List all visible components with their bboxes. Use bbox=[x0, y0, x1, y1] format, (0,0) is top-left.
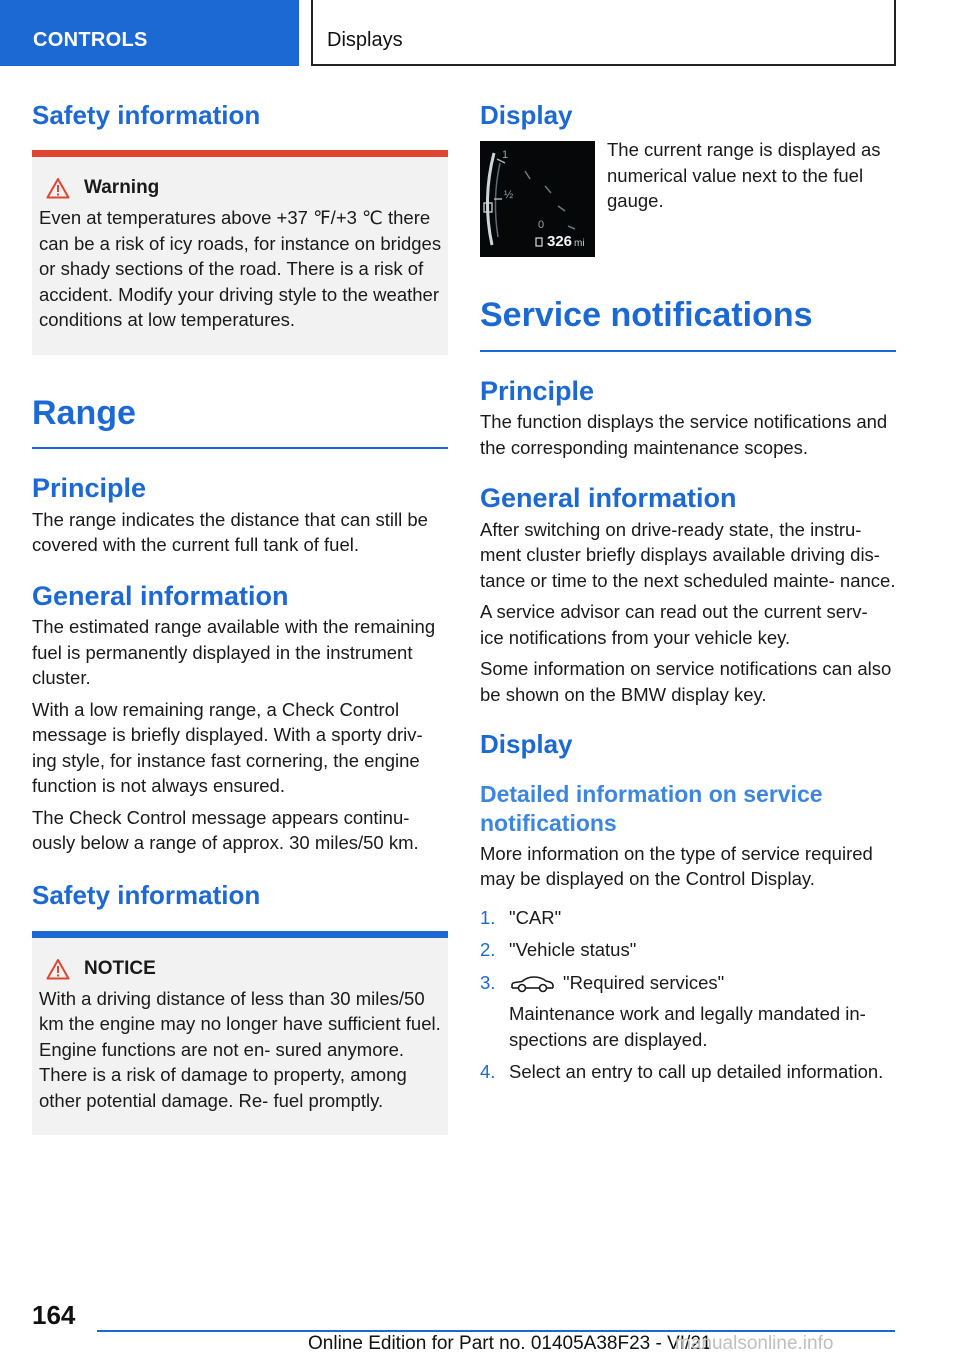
step-number: 3. bbox=[480, 971, 496, 993]
step-text: "CAR" bbox=[509, 906, 562, 928]
step-line bbox=[509, 970, 896, 996]
step-body bbox=[509, 970, 896, 1053]
notice-label: NOTICE bbox=[84, 957, 156, 979]
step-number: 1. bbox=[480, 906, 496, 928]
warning-title bbox=[39, 177, 442, 199]
warning-box bbox=[32, 150, 448, 355]
notice-triangle-icon bbox=[46, 958, 70, 980]
step-subtext: Maintenance work and legally mandated in‐ spections are displayed. bbox=[509, 1003, 866, 1050]
safety-info-heading-2: Safety information bbox=[32, 879, 261, 910]
range-unit: mi bbox=[574, 238, 585, 250]
service-principle-heading: Principle bbox=[480, 375, 595, 406]
service-display-heading: Display bbox=[480, 729, 573, 760]
notice-title bbox=[39, 958, 442, 980]
range-general-p3: The Check Control message appears continu‐ ously below a range of approx. 30 miles/50 km. bbox=[32, 806, 419, 854]
notice-text: With a driving distance of less than 30 miles/50 km the engine may no longer have sufficient fuel. Engine functions are not en‐ sured anymore. There is a risk of damage to property, among other potential damage. Re‐ fuel promptly. bbox=[39, 987, 441, 1111]
list-item bbox=[480, 1059, 896, 1085]
car-icon bbox=[509, 975, 555, 993]
detailed-info-heading: Detailed information on service notifications bbox=[480, 781, 823, 836]
service-general-heading: General information bbox=[480, 483, 737, 514]
instrument-cluster-image bbox=[480, 141, 595, 257]
range-readout bbox=[547, 233, 585, 250]
left-column bbox=[32, 100, 448, 1135]
display-row bbox=[480, 141, 896, 257]
detailed-info-text: More information on the type of service required may be displayed on the Control Display. bbox=[480, 842, 873, 890]
notice-box bbox=[32, 931, 448, 1136]
range-principle-text: The range indicates the distance that can still be covered with the current full tank of fuel. bbox=[32, 508, 428, 556]
display-text: The current range is displayed as numerical value next to the fuel gauge. bbox=[607, 139, 881, 212]
list-item bbox=[480, 970, 896, 1053]
warning-text: Even at temperatures above +37 ℉/+3 ℃ there can be a risk of icy roads, for instance on bridges or shady sections of the road. There is a risk of accident. Modify your driving style to the weather conditions at low temperatures. bbox=[39, 207, 442, 331]
page-header bbox=[0, 0, 960, 66]
gauge-scale-bottom: 0 bbox=[538, 219, 545, 232]
chapter-tab[interactable]: Displays bbox=[311, 0, 896, 66]
safety-info-heading: Safety information bbox=[32, 100, 261, 130]
page-number: 164 bbox=[32, 1300, 76, 1330]
right-column bbox=[480, 100, 896, 1092]
warning-triangle-icon bbox=[46, 177, 70, 199]
steps-list bbox=[480, 905, 896, 1085]
list-item bbox=[480, 937, 896, 963]
range-general-p2: With a low remaining range, a Check Control message is briefly displayed. With a sporty driv‐ ing style, for instance fast cornering, the engine function is not always ensured. bbox=[32, 698, 423, 797]
service-notifications-heading: Service notifications bbox=[480, 295, 896, 352]
range-general-p1: The estimated range available with the remaining fuel is permanently displayed in the instrument cluster. bbox=[32, 616, 436, 689]
watermark: manualsonline.info bbox=[675, 1333, 834, 1354]
gauge-scale-top: 1 bbox=[502, 149, 509, 162]
service-principle-text: The function displays the service notifications and the corresponding maintenance scopes. bbox=[480, 411, 888, 458]
service-general-p2: A service advisor can read out the current serv‐ ice notifications from your vehicle key. bbox=[480, 601, 868, 648]
step-text: "Required services" bbox=[563, 971, 725, 993]
list-item bbox=[480, 905, 896, 931]
range-principle-heading: Principle bbox=[32, 473, 147, 504]
section-tab[interactable]: CONTROLS bbox=[0, 0, 299, 66]
step-number: 4. bbox=[480, 1061, 496, 1083]
service-general-p1: After switching on drive-ready state, the instru‐ ment cluster briefly displays available driving dis‐ tance or time to the next scheduled mainte‐ nance. bbox=[480, 518, 896, 591]
gauge-scale-mid: ½ bbox=[504, 189, 514, 202]
step-number: 2. bbox=[480, 939, 496, 961]
edition-text: Online Edition for Part no. 01405A38F23 - VI/21 bbox=[308, 1333, 712, 1354]
range-heading: Range bbox=[32, 393, 448, 450]
range-general-heading: General information bbox=[32, 580, 289, 611]
step-text: Select an entry to call up detailed information. bbox=[509, 1061, 884, 1083]
range-value: 326 bbox=[547, 233, 573, 251]
warning-label: Warning bbox=[84, 177, 160, 199]
step-text: "Vehicle status" bbox=[509, 939, 637, 961]
display-heading: Display bbox=[480, 100, 573, 130]
footer-divider bbox=[97, 1330, 895, 1332]
service-general-p3: Some information on service notifications can also be shown on the BMW display key. bbox=[480, 658, 892, 705]
